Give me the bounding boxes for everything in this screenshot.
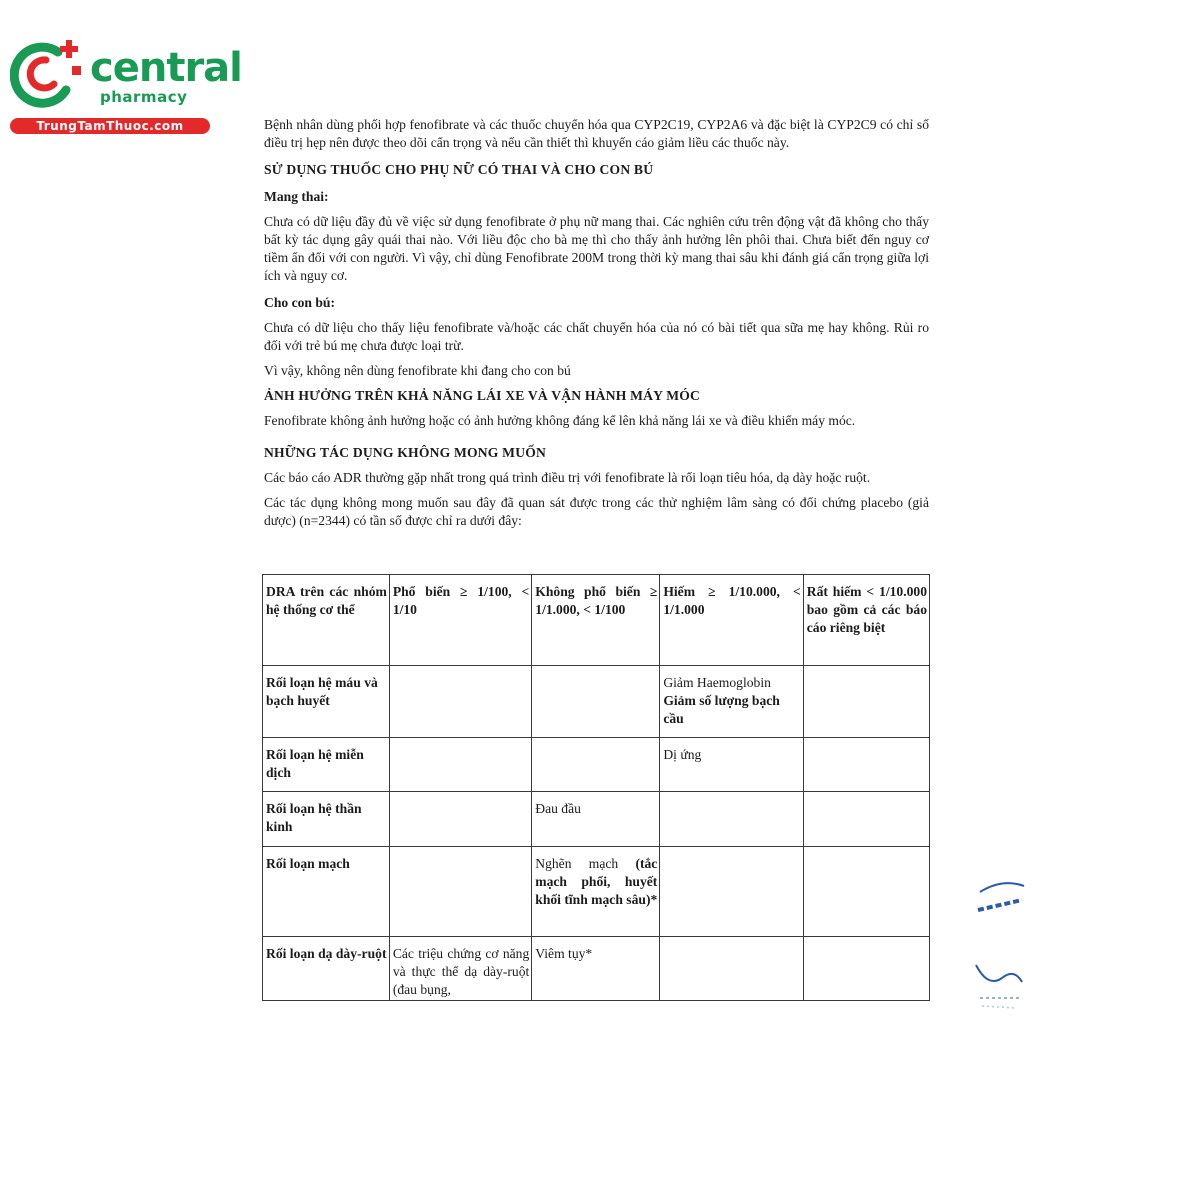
table-row bbox=[263, 847, 930, 937]
brand-site-banner: TrungTamThuoc.com bbox=[10, 118, 210, 134]
table-cell: Các triệu chứng cơ năng và thực thể dạ dày-ruột (đau bụng, bbox=[389, 937, 531, 1001]
header-cell: Rất hiếm < 1/10.000 bao gồm cả các báo cáo riêng biệt bbox=[803, 575, 929, 666]
table-cell bbox=[532, 666, 660, 738]
table-cell bbox=[803, 792, 929, 847]
table-cell bbox=[660, 666, 803, 738]
section-heading-driving: ẢNH HƯỞNG TRÊN KHẢ NĂNG LÁI XE VÀ VẬN HÀNH MÁY MÓC bbox=[264, 388, 701, 403]
lactation-paragraph: Chưa có dữ liệu cho thấy liệu fenofibrate và/hoặc các chất chuyển hóa của nó có bài tiết qua sữa mẹ hay không. Rủi ro đối với trẻ bú mẹ chưa được loại trừ. bbox=[264, 320, 929, 353]
uncommon-effect-text: Nghẽn mạch bbox=[535, 856, 619, 871]
header-cell: DRA trên các nhóm hệ thống cơ thể bbox=[263, 575, 390, 666]
driving-paragraph: Fenofibrate không ảnh hưởng hoặc có ảnh hưởng không đáng kể lên khả năng lái xe và điều khiển máy móc. bbox=[264, 413, 856, 428]
subheading-lactation: Cho con bú: bbox=[264, 295, 336, 310]
adverse-effects-paragraph-2: Các tác dụng không mong muốn sau đây đã quan sát được trong các thử nghiệm lâm sàng có đối chứng placebo (giả dược) (n=2344) có tần số được chỉ ra dưới đây: bbox=[264, 495, 929, 528]
table-row bbox=[263, 738, 930, 792]
intro-paragraph: Bệnh nhân dùng phối hợp fenofibrate và các thuốc chuyển hóa qua CYP2C19, CYP2A6 và đặc biệt là CYP2C9 có chỉ số điều trị hẹp nên được theo dõi cẩn trọng và nếu cần thiết thì khuyến cáo giảm liều các thuốc này. bbox=[264, 117, 929, 150]
rare-effect-text-bold: Giảm số lượng bạch cầu bbox=[663, 693, 780, 726]
brand-subtitle: pharmacy bbox=[100, 88, 188, 106]
header-cell: Không phổ biến ≥ 1/1.000, < 1/100 bbox=[532, 575, 660, 666]
table-row bbox=[263, 937, 930, 1001]
table-cell bbox=[389, 666, 531, 738]
system-cell: Rối loạn dạ dày-ruột bbox=[263, 937, 390, 1001]
table-cell bbox=[660, 937, 803, 1001]
table-cell bbox=[803, 847, 929, 937]
table-cell bbox=[660, 792, 803, 847]
table-cell bbox=[803, 937, 929, 1001]
header-cell: Phổ biến ≥ 1/100, < 1/10 bbox=[389, 575, 531, 666]
pregnancy-paragraph: Chưa có dữ liệu đầy đủ về việc sử dụng fenofibrate ở phụ nữ mang thai. Các nghiên cứu trên động vật đã không cho thấy bất kỳ tác dụng gây quái thai nào. Với liều độc cho bà mẹ thì cho thấy ảnh hưởng lên phôi thai. Chưa biết đến nguy cơ tiềm ẩn đối với con người. Vì vậy, chỉ dùng Fenofibrate 200M trong thời kỳ mang thai sâu khi đánh giá cẩn trọng giữa lợi ích và nguy cơ. bbox=[264, 214, 929, 283]
table-cell bbox=[660, 847, 803, 937]
table-row bbox=[263, 792, 930, 847]
subheading-pregnancy: Mang thai: bbox=[264, 189, 329, 204]
rare-effect-text: Giảm Haemoglobin bbox=[663, 675, 771, 690]
uncommon-effect-detail: (tắc mạch phổi, huyết khối tĩnh mạch sâu)* bbox=[535, 856, 658, 907]
brand-name: central bbox=[90, 45, 242, 91]
stamp-fragment-icon bbox=[972, 870, 1032, 1015]
header-cell: Hiếm ≥ 1/10.000, < 1/1.000 bbox=[660, 575, 803, 666]
lactation-conclusion: Vì vậy, không nên dùng fenofibrate khi đang cho con bú bbox=[264, 363, 571, 378]
document-body bbox=[264, 116, 929, 530]
table-cell bbox=[803, 666, 929, 738]
table-cell: Viêm tụy* bbox=[532, 937, 660, 1001]
adverse-reactions-table bbox=[262, 574, 930, 1001]
adverse-effects-paragraph-1: Các báo cáo ADR thường gặp nhất trong quá trình điều trị với fenofibrate là rối loạn tiêu hóa, dạ dày hoặc ruột. bbox=[264, 470, 871, 485]
system-cell: Rối loạn hệ miễn dịch bbox=[263, 738, 390, 792]
table-header-row bbox=[263, 575, 930, 666]
table-cell bbox=[389, 792, 531, 847]
table-cell bbox=[532, 847, 660, 937]
section-heading-pregnancy-lactation: SỬ DỤNG THUỐC CHO PHỤ NỮ CÓ THAI VÀ CHO CON BÚ bbox=[264, 162, 654, 177]
table-row bbox=[263, 666, 930, 738]
brand-logo bbox=[10, 38, 242, 138]
system-cell: Rối loạn mạch bbox=[263, 847, 390, 937]
system-cell: Rối loạn hệ máu và bạch huyết bbox=[263, 666, 390, 738]
table-cell: Dị ứng bbox=[660, 738, 803, 792]
table-cell bbox=[389, 738, 531, 792]
system-cell: Rối loạn hệ thần kinh bbox=[263, 792, 390, 847]
table-cell: Đau đầu bbox=[532, 792, 660, 847]
table-cell bbox=[803, 738, 929, 792]
table-cell bbox=[532, 738, 660, 792]
table-cell bbox=[389, 847, 531, 937]
pharmacy-logo-icon bbox=[10, 38, 90, 110]
section-heading-adverse-effects: NHỮNG TÁC DỤNG KHÔNG MONG MUỐN bbox=[264, 445, 547, 460]
